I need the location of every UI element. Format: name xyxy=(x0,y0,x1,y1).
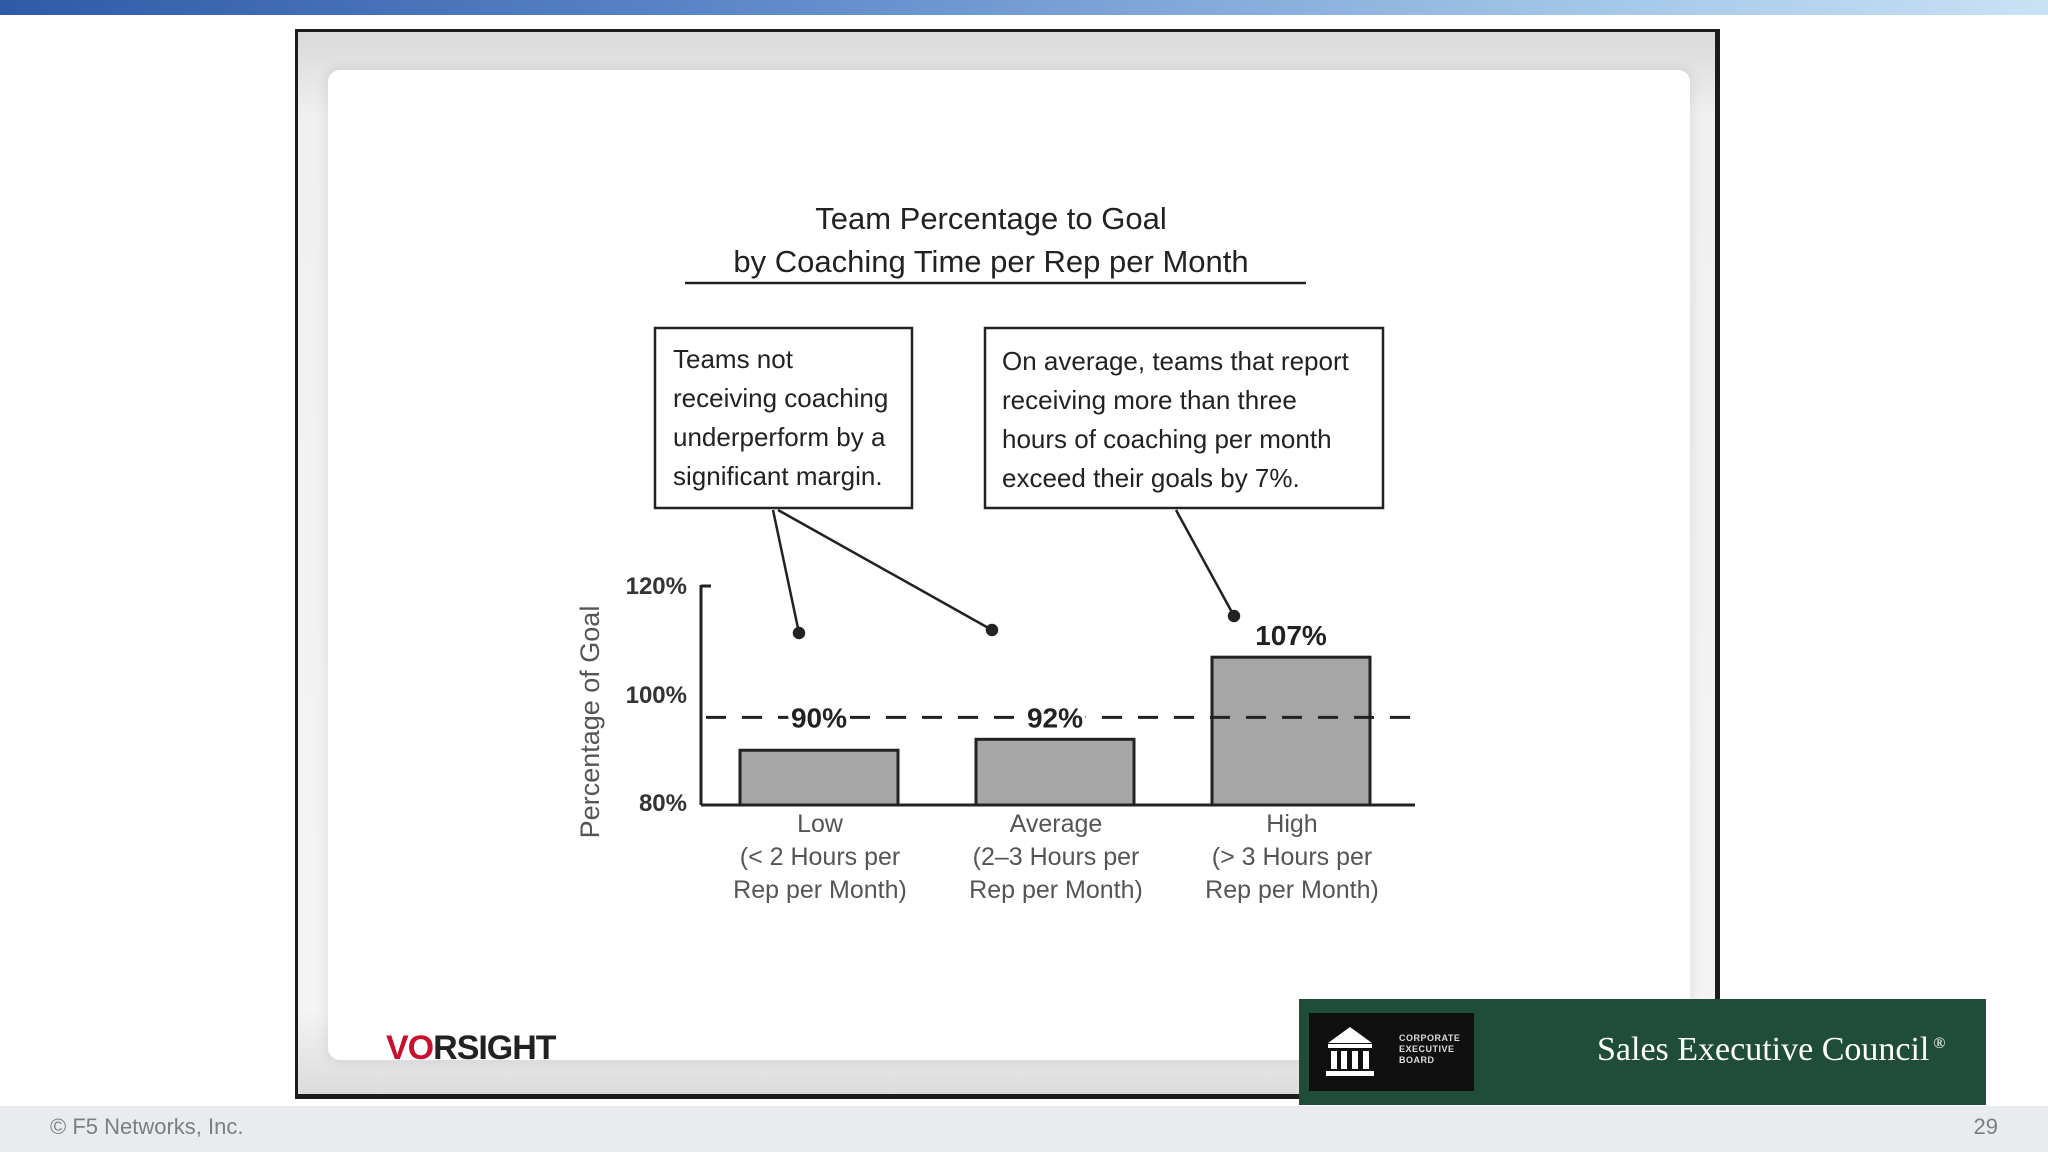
pointer-line-average xyxy=(778,510,992,630)
pointer-dot-low xyxy=(794,628,804,638)
category-label-high-line3: Rep per Month) xyxy=(1205,876,1379,904)
data-label-low: 90% xyxy=(790,702,848,734)
corporate-executive-board-logo xyxy=(1309,1013,1474,1091)
vorsight-prefix: VO xyxy=(386,1029,434,1067)
annotation-right-line2: receiving more than three xyxy=(1002,385,1297,415)
slide-image xyxy=(328,70,1946,1068)
y-tick-label-120: 120% xyxy=(625,573,687,600)
category-label-average-line2: (2–3 Hours per xyxy=(972,843,1140,871)
bar-high xyxy=(1212,657,1370,805)
annotation-box-left xyxy=(655,328,912,508)
board-line2: EXECUTIVE xyxy=(1399,1044,1455,1054)
category-label-high-line2: (> 3 Hours per xyxy=(1211,843,1373,871)
registered-mark: ® xyxy=(1933,1034,1946,1052)
copyright-text: © F5 Networks, Inc. xyxy=(50,1114,244,1139)
data-label-average: 92% xyxy=(1026,702,1084,734)
slide-footer xyxy=(0,1106,2048,1152)
bar-average xyxy=(976,739,1134,805)
annotation-left-line2: receiving coaching xyxy=(673,383,889,413)
annotation-right-line1: On average, teams that report xyxy=(1002,346,1349,376)
vorsight-suffix: SIGHT xyxy=(456,1029,556,1067)
annotation-left-line1: Teams not xyxy=(673,344,793,374)
y-tick-label-80: 80% xyxy=(638,790,687,817)
sales-executive-council-banner xyxy=(1299,999,1986,1105)
pointer-line-low xyxy=(773,510,799,633)
vorsight-logo xyxy=(386,1027,556,1072)
category-label-average-line3: Rep per Month) xyxy=(969,876,1143,904)
data-label-high: 107% xyxy=(1255,620,1327,652)
y-axis-label: Percentage of Goal xyxy=(575,605,605,839)
council-name: Sales Executive Council xyxy=(1597,1031,1930,1068)
building-icon xyxy=(1315,1013,1385,1091)
board-line1: CORPORATE xyxy=(1399,1033,1461,1043)
annotation-pointers xyxy=(773,510,1239,638)
chart xyxy=(328,70,1690,1060)
vorsight-r: R xyxy=(433,1029,457,1067)
category-label-low-line2: (< 2 Hours per xyxy=(739,843,901,871)
category-label-low-line3: Rep per Month) xyxy=(733,876,907,904)
category-label-average: Average xyxy=(1009,810,1103,838)
top-accent-bar xyxy=(0,0,2048,15)
page-number: 29 xyxy=(1973,1114,1998,1139)
board-line3: BOARD xyxy=(1399,1055,1435,1065)
annotation-left-line4: significant margin. xyxy=(673,461,883,491)
category-label-low: Low xyxy=(797,810,843,838)
annotation-box-right xyxy=(985,328,1383,508)
category-label-high: High xyxy=(1266,810,1318,838)
annotation-right-line4: exceed their goals by 7%. xyxy=(1002,463,1300,493)
y-tick-label-100: 100% xyxy=(625,682,687,709)
annotation-right-line3: hours of coaching per month xyxy=(1002,424,1332,454)
annotation-left-line3: underperform by a xyxy=(673,422,886,452)
chart-title-line1: Team Percentage to Goal xyxy=(815,201,1167,236)
chart-title-line2: by Coaching Time per Rep per Month xyxy=(733,244,1249,279)
pointer-line-high xyxy=(1176,510,1234,616)
slide-image-frame xyxy=(295,29,1946,1099)
sales-executive-council-title xyxy=(1597,1031,1946,1069)
svg-text:VORSIGHT xyxy=(386,1029,556,1067)
pointer-dot-high xyxy=(1229,611,1239,621)
pointer-dot-average xyxy=(987,625,997,635)
bar-low xyxy=(740,750,898,805)
